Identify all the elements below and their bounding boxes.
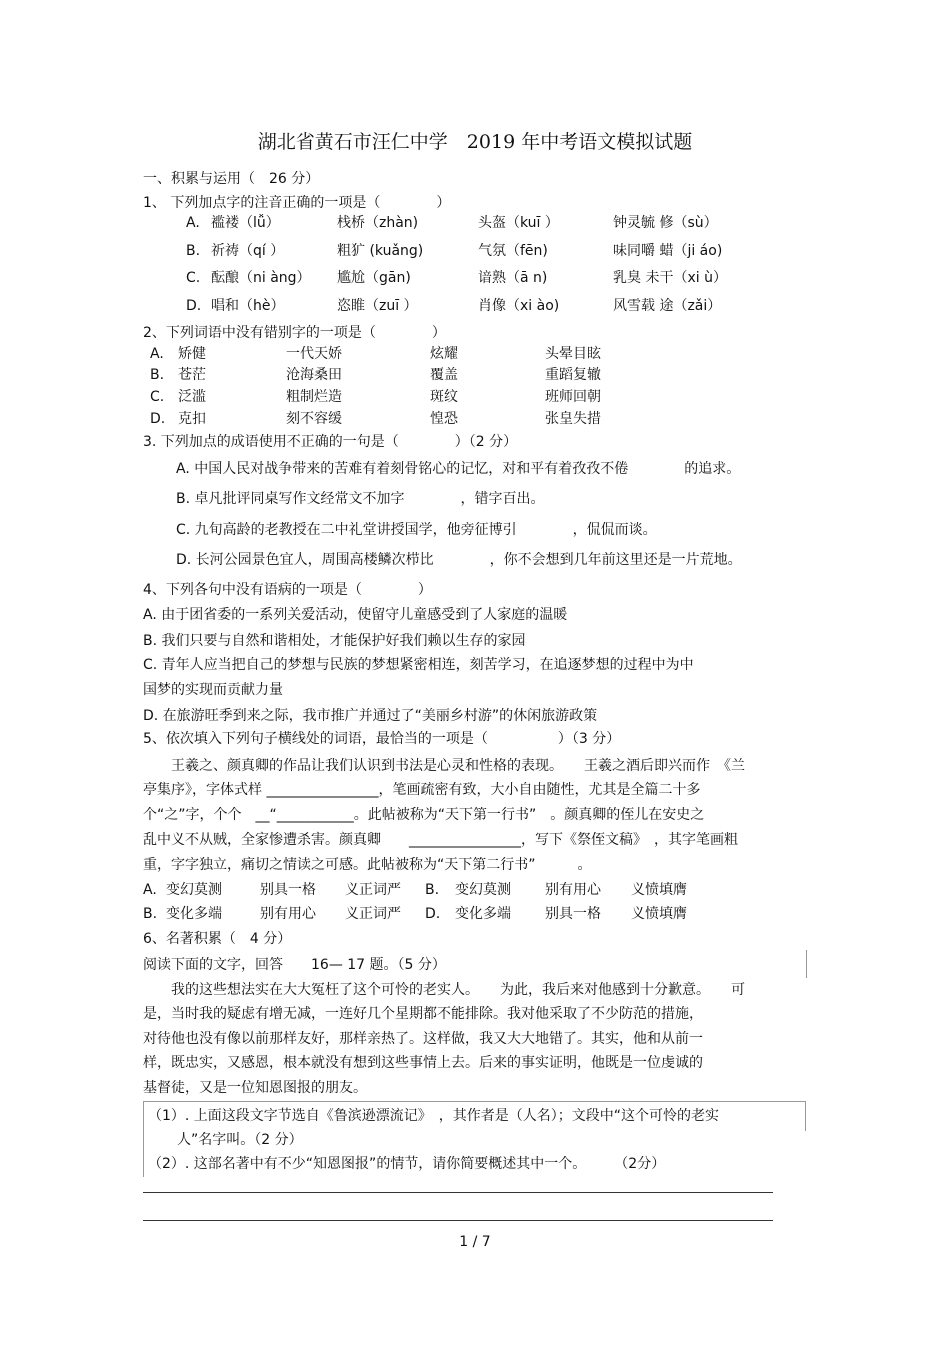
option-word: 变化多端 (166, 906, 222, 922)
answer-line (143, 1192, 773, 1193)
reading-passage-line: 基督徒，又是一位知恩图报的朋友。 (143, 1080, 367, 1096)
question-6-stem: 6、名著积累（ 4 分） (143, 931, 292, 947)
reading-passage-line: 样，既忠实，又感恩，根本就没有想到这些事情上去。后来的事实证明，他既是一位虔诚的 (143, 1055, 703, 1071)
option-word: 炫耀 (430, 346, 458, 362)
question-3-stem: 3. 下列加点的成语使用不正确的一句是（ ）（2 分） (143, 434, 518, 450)
reading-instruction: 阅读下面的文字，回答 16— 17 题。（5 分） (143, 957, 446, 973)
question-4-option-a: A. 由于团省委的一系列关爱活动，使留守儿童感受到了人家庭的温暖 (143, 607, 568, 623)
option-word: 气氛（fēn) (478, 243, 548, 259)
frame-line (143, 1101, 805, 1102)
option-word: 乳臭 未干（xi ù） (613, 270, 727, 286)
option-word: 头晕目眩 (545, 346, 601, 362)
option-word: 义正词严 (345, 882, 401, 898)
frame-line (805, 1101, 806, 1131)
option-label: B. (150, 367, 165, 383)
reading-passage-line: 对待他也没有像以前那样友好，那样亲热了。这样做，我又大大地错了。其实，他和从前一 (143, 1031, 703, 1047)
option-word: 班师回朝 (545, 389, 601, 405)
question-4-option-c-continued: 国梦的实现而贡献力量 (143, 682, 283, 698)
option-word: 别具一格 (260, 882, 316, 898)
option-word: 张皇失措 (545, 411, 601, 427)
question-4-option-d: D. 在旅游旺季到来之际，我市推广并通过了“美丽乡村游”的休闲旅游政策 (143, 708, 598, 724)
option-label: D. (150, 411, 166, 427)
option-word: 钟灵毓 修（sù） (613, 215, 718, 231)
option-word: 头盔（kuī ） (478, 215, 559, 231)
option-word: 肖像（xi ào) (478, 298, 560, 314)
question-5-stem: 5、依次填入下列句子横线处的词语，最恰当的一项是（ ）（3 分） (143, 731, 621, 747)
question-4-option-c: C. 青年人应当把自己的梦想与民族的梦想紧密相连，刻苦学习，在追逐梦想的过程中为中 (143, 657, 694, 673)
option-word: 栈桥（zhàn) (337, 215, 419, 231)
question-1-stem: 1、 下列加点字的注音正确的一项是（ ） (143, 195, 451, 211)
option-label: C. (150, 389, 165, 405)
option-word: 别有用心 (545, 882, 601, 898)
question-2-stem: 2、下列词语中没有错别字的一项是（ ） (143, 325, 446, 341)
question-5-passage-line: 个“之”字，个个 __“___________。此帖被称为“天下第一行书” 。颜真卿的侄儿在安史之 (143, 807, 705, 823)
option-word: 祈祷（qí ） (211, 243, 285, 259)
option-word: 尴尬（gān) (337, 270, 411, 286)
frame-line (806, 950, 807, 978)
option-word: 恣睢（zuī ） (337, 298, 418, 314)
option-word: 斑纹 (430, 389, 458, 405)
option-label: D. (186, 298, 202, 314)
option-word: 变化多端 (455, 906, 511, 922)
question-4-option-b: B. 我们只要与自然和谐相处，才能保护好我们赖以生存的家园 (143, 633, 526, 649)
question-4-stem: 4、下列各句中没有语病的一项是（ ） (143, 582, 432, 598)
question-5-passage-line: 重，字字独立，痛切之情读之可感。此帖被称为“天下第二行书” 。 (143, 857, 592, 873)
option-word: 粗犷 (kuǎng) (337, 243, 424, 259)
answer-line (143, 1220, 773, 1221)
reading-passage-line: 我的这些想法实在大大冤枉了这个可怜的老实人。 为此，我后来对他感到十分歉意。 可 (143, 982, 745, 998)
option-label: A. (186, 215, 200, 231)
option-word: 变幻莫测 (455, 882, 511, 898)
option-word: 一代天娇 (286, 346, 342, 362)
option-word: 义正词严 (345, 906, 401, 922)
option-label: B. (186, 243, 201, 259)
option-word: 克扣 (178, 411, 206, 427)
question-3-option-d: D. 长河公园景色宜人，周围高楼鳞次栉比 ，你不会想到几年前这里还是一片荒地。 (176, 552, 742, 568)
question-5-passage-line: 王羲之、颜真卿的作品让我们认识到书法是心灵和性格的表现。 王羲之酒后即兴而作 《兰 (143, 758, 745, 774)
reading-passage-line: 是，当时我的疑虑有增无减，一连好几个星期都不能排除。我对他采取了不少防范的措施， (143, 1006, 703, 1022)
question-3-option-c: C. 九旬高龄的老教授在二中礼堂讲授国学，他旁征博引 ，侃侃而谈。 (176, 522, 657, 538)
option-word: 唱和（hè） (211, 298, 285, 314)
option-word: 别有用心 (260, 906, 316, 922)
frame-line (143, 1101, 144, 1177)
option-label: B. (425, 882, 440, 898)
page-number: 1 / 7 (459, 1234, 491, 1250)
section-heading: 一、积累与运用（ 26 分） (143, 171, 320, 187)
sub-question-1: （1）. 上面这段文字节选自《鲁滨逊漂流记》 ，其作者是（人名）；文段中“这个可怜的老实 (148, 1108, 720, 1124)
question-5-passage-line: 亭集序》，字体式样 ________________，笔画疏密有致，大小自由随性，尤其是全篇二十多 (143, 782, 701, 798)
option-word: 变幻莫测 (166, 882, 222, 898)
option-word: 惶恐 (430, 411, 458, 427)
option-word: 矫健 (178, 346, 206, 362)
option-label: A. (150, 346, 164, 362)
option-word: 别具一格 (545, 906, 601, 922)
option-label: D. (425, 906, 441, 922)
option-word: 谙熟（ā n) (478, 270, 548, 286)
option-word: 覆盖 (430, 367, 458, 383)
option-word: 粗制烂造 (286, 389, 342, 405)
sub-question-1-continued: 人”名字叫。（2 分） (177, 1132, 303, 1148)
question-3-option-a: A. 中国人民对战争带来的苦难有着刻骨铭心的记忆，对和平有着孜孜不倦 的追求。 (176, 461, 741, 477)
option-word: 刻不容缓 (286, 411, 342, 427)
option-word: 味同嚼 蜡（ji áo) (613, 243, 723, 259)
option-label: B. (143, 906, 158, 922)
option-word: 重蹈复辙 (545, 367, 601, 383)
page-title: 湖北省黄石市汪仁中学 2019 年中考语文模拟试题 (257, 131, 693, 153)
question-5-passage-line: 乱中义不从贼，全家惨遭杀害。颜真卿 ________________，写下《祭侄文稿》 ，其字笔画粗 (143, 832, 738, 848)
question-3-option-b: B. 卓凡批评同桌写作文经常文不加字 ，错字百出。 (176, 491, 545, 507)
option-word: 酝酿（ni àng） (211, 270, 311, 286)
option-word: 风雪载 途（zǎi） (613, 298, 722, 314)
sub-question-2: （2）. 这部名著中有不少“知恩图报”的情节，请你简要概述其中一个。 （2分） (148, 1156, 666, 1172)
option-word: 义愤填膺 (631, 882, 687, 898)
option-word: 沧海桑田 (286, 367, 342, 383)
option-label: A. (143, 882, 157, 898)
option-word: 苍茫 (178, 367, 206, 383)
option-label: C. (186, 270, 201, 286)
option-word: 义愤填膺 (631, 906, 687, 922)
option-word: 泛滥 (178, 389, 206, 405)
option-word: 褴褛（lǚ） (211, 215, 280, 231)
